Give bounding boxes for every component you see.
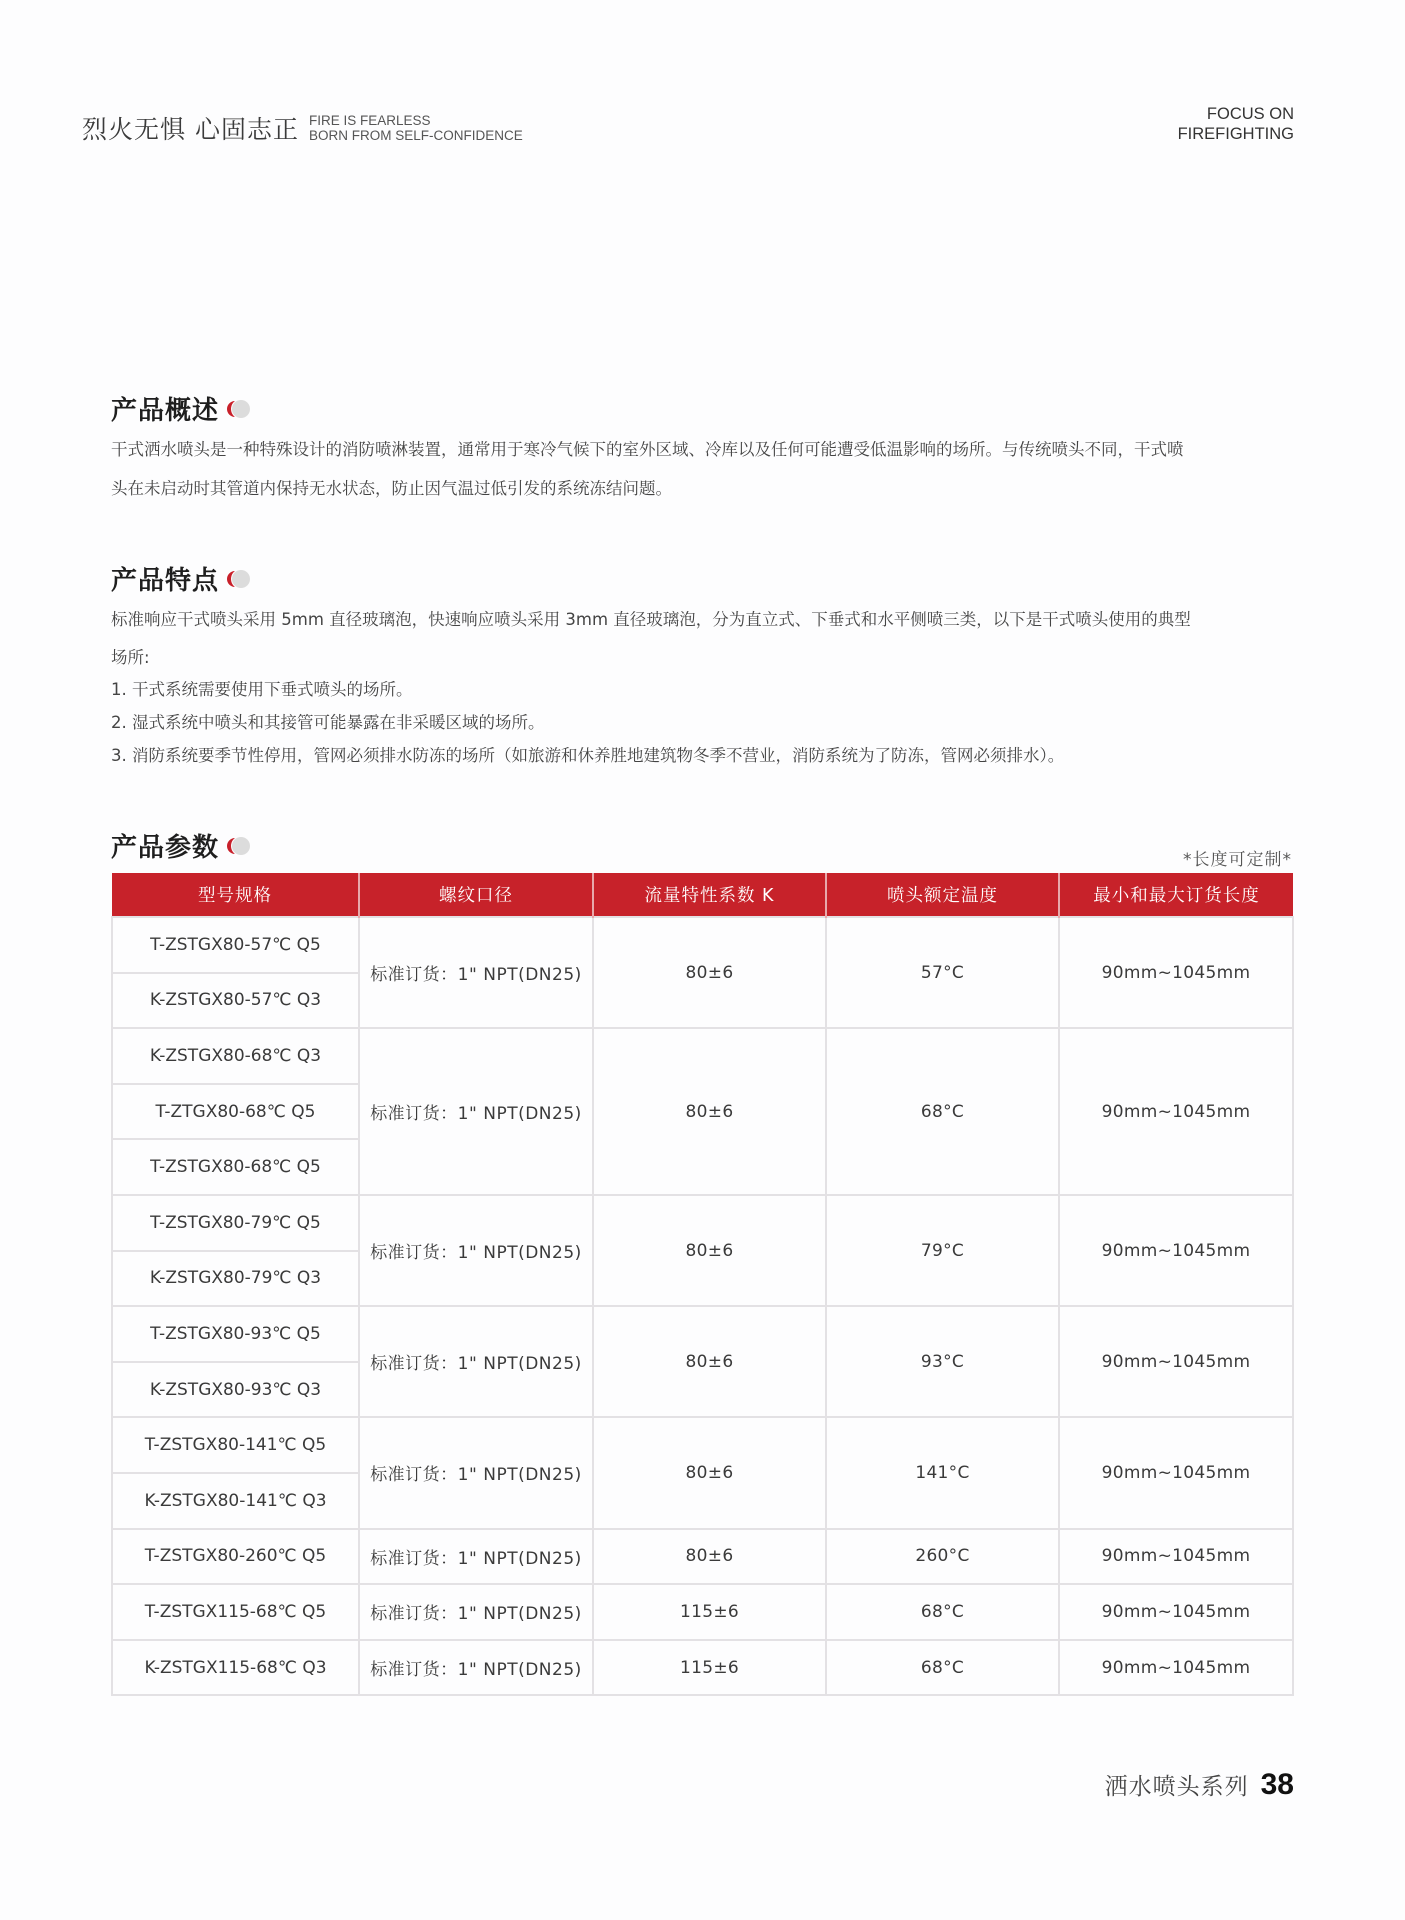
thread-cell: 标准订货：1" NPT(DN25): [359, 917, 593, 1028]
model-cell: T-ZSTGX80-141℃ Q5: [112, 1417, 359, 1473]
temperature-cell: 93°C: [826, 1306, 1059, 1417]
model-cell: K-ZSTGX115-68℃ Q3: [112, 1640, 359, 1696]
slogan-cn: 烈火无惧 心固志正: [82, 115, 299, 144]
table-row: [112, 1584, 1293, 1640]
thread-cell: 标准订货：1" NPT(DN25): [359, 1028, 593, 1195]
features-text: [111, 600, 1296, 676]
k-factor-cell: 115±6: [593, 1640, 826, 1696]
k-factor-cell: 80±6: [593, 1028, 826, 1195]
slogan-en: [309, 113, 523, 143]
overview-text: [111, 430, 1296, 508]
thread-cell: 标准订货：1" NPT(DN25): [359, 1195, 593, 1306]
thread-cell: 标准订货：1" NPT(DN25): [359, 1529, 593, 1585]
tagline-line2: FIREFIGHTING: [1177, 125, 1294, 143]
temperature-cell: 68°C: [826, 1028, 1059, 1195]
thread-cell: 标准订货：1" NPT(DN25): [359, 1640, 593, 1696]
table-row: [112, 1417, 1293, 1473]
header-slogan: [82, 110, 523, 146]
table-row: [112, 917, 1293, 973]
model-cell: K-ZSTGX80-68℃ Q3: [112, 1028, 359, 1084]
length-cell: 90mm~1045mm: [1059, 1028, 1293, 1195]
temperature-cell: 68°C: [826, 1584, 1059, 1640]
overview-heading: [111, 390, 253, 427]
paragraph-line: 干式洒水喷头是一种特殊设计的消防喷淋装置，通常用于寒冷气候下的室外区域、冷库以及任何可能遭受低温影响的场所。与传统喷头不同，干式喷: [111, 440, 1184, 459]
table-row: [112, 1529, 1293, 1585]
params-heading: [111, 827, 253, 864]
length-cell: 90mm~1045mm: [1059, 1306, 1293, 1417]
page-footer: [1105, 1768, 1294, 1802]
spec-table: [111, 873, 1294, 1696]
list-item: 1. 干式系统需要使用下垂式喷头的场所。: [111, 680, 413, 699]
section-title: 产品概述: [111, 396, 220, 426]
model-cell: T-ZSTGX115-68℃ Q5: [112, 1584, 359, 1640]
temperature-cell: 57°C: [826, 917, 1059, 1028]
thread-cell: 标准订货：1" NPT(DN25): [359, 1584, 593, 1640]
paragraph-line: 头在未启动时其管道内保持无水状态，防止因气温过低引发的系统冻结问题。: [111, 479, 672, 498]
length-cell: 90mm~1045mm: [1059, 1417, 1293, 1528]
k-factor-cell: 115±6: [593, 1584, 826, 1640]
features-heading: [111, 560, 253, 597]
temperature-cell: 260°C: [826, 1529, 1059, 1585]
paragraph-line: 场所:: [111, 648, 150, 667]
list-item: 2. 湿式系统中喷头和其接管可能暴露在非采暖区域的场所。: [111, 713, 545, 732]
k-factor-cell: 80±6: [593, 1529, 826, 1585]
table-row: [112, 1640, 1293, 1696]
temperature-cell: 141°C: [826, 1417, 1059, 1528]
table-row: [112, 1028, 1293, 1084]
length-cell: 90mm~1045mm: [1059, 1529, 1293, 1585]
model-cell: T-ZSTGX80-93℃ Q5: [112, 1306, 359, 1362]
length-cell: 90mm~1045mm: [1059, 1195, 1293, 1306]
column-header-thread: 螺纹口径: [359, 873, 593, 917]
thread-cell: 标准订货：1" NPT(DN25): [359, 1306, 593, 1417]
model-cell: T-ZSTGX80-79℃ Q5: [112, 1195, 359, 1251]
column-header-model: 型号规格: [112, 873, 359, 917]
header-tagline: [1178, 104, 1294, 144]
length-cell: 90mm~1045mm: [1059, 1640, 1293, 1696]
k-factor-cell: 80±6: [593, 917, 826, 1028]
model-cell: T-ZTGX80-68℃ Q5: [112, 1084, 359, 1140]
column-header-k-factor: 流量特性系数 K: [593, 873, 826, 917]
column-header-temperature: 喷头额定温度: [826, 873, 1059, 917]
page-number: 38: [1260, 1768, 1294, 1801]
red-grey-dot-icon: [227, 570, 253, 588]
slogan-en-line1: FIRE IS FEARLESS: [308, 113, 431, 128]
model-cell: T-ZSTGX80-260℃ Q5: [112, 1529, 359, 1585]
features-list: [111, 673, 1296, 772]
length-cell: 90mm~1045mm: [1059, 1584, 1293, 1640]
k-factor-cell: 80±6: [593, 1306, 826, 1417]
section-title: 产品参数: [111, 833, 220, 863]
k-factor-cell: 80±6: [593, 1195, 826, 1306]
tagline-line1: FOCUS ON: [1206, 105, 1294, 123]
series-name: 洒水喷头系列: [1104, 1774, 1249, 1800]
length-cell: 90mm~1045mm: [1059, 917, 1293, 1028]
model-cell: T-ZSTGX80-57℃ Q5: [112, 917, 359, 973]
model-cell: K-ZSTGX80-93℃ Q3: [112, 1362, 359, 1418]
table-row: [112, 1195, 1293, 1251]
model-cell: K-ZSTGX80-141℃ Q3: [112, 1473, 359, 1529]
temperature-cell: 68°C: [826, 1640, 1059, 1696]
model-cell: K-ZSTGX80-79℃ Q3: [112, 1251, 359, 1307]
red-grey-dot-icon: [227, 400, 253, 418]
column-header-length: 最小和最大订货长度: [1059, 873, 1293, 917]
slogan-en-line2: BORN FROM SELF-CONFIDENCE: [308, 128, 523, 143]
list-item: 3. 消防系统要季节性停用，管网必须排水防冻的场所（如旅游和休养胜地建筑物冬季不营业，消防系统为了防冻，管网必须排水）。: [111, 746, 1065, 765]
temperature-cell: 79°C: [826, 1195, 1059, 1306]
thread-cell: 标准订货：1" NPT(DN25): [359, 1417, 593, 1528]
table-row: [112, 1306, 1293, 1362]
customizable-length-note: *长度可定制*: [1183, 850, 1292, 870]
table-header-row: [112, 873, 1293, 917]
model-cell: K-ZSTGX80-57℃ Q3: [112, 973, 359, 1029]
model-cell: T-ZSTGX80-68℃ Q5: [112, 1139, 359, 1195]
k-factor-cell: 80±6: [593, 1417, 826, 1528]
section-title: 产品特点: [111, 566, 220, 596]
red-grey-dot-icon: [227, 837, 253, 855]
paragraph-line: 标准响应干式喷头采用 5mm 直径玻璃泡，快速响应喷头采用 3mm 直径玻璃泡，分为直立式、下垂式和水平侧喷三类，以下是干式喷头使用的典型: [111, 610, 1191, 629]
